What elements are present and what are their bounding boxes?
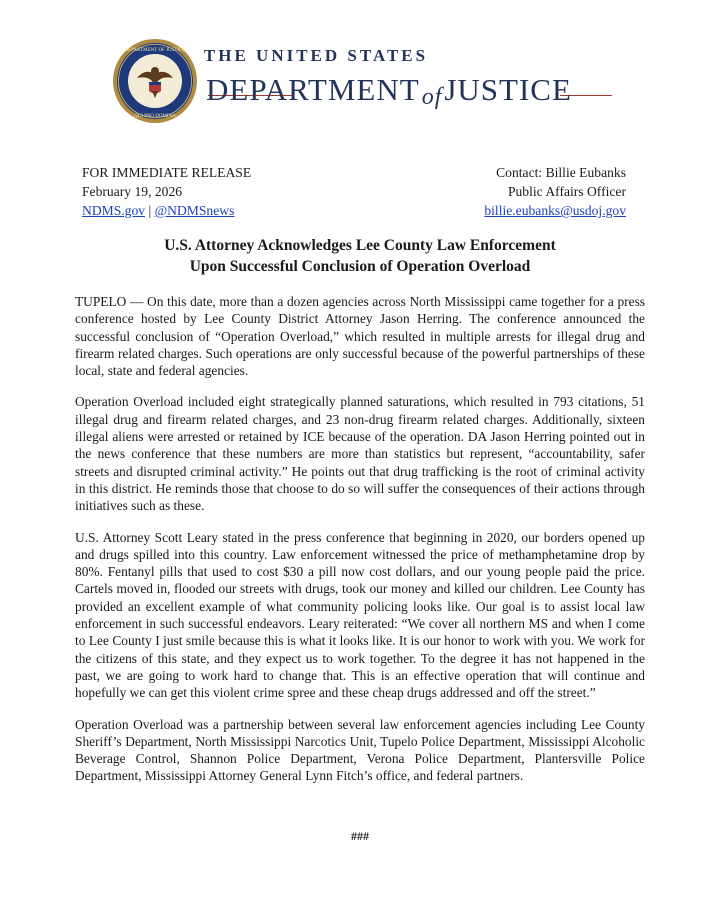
letterhead-line1: THE UNITED STATES (203, 46, 429, 65)
release-date: February 19, 2026 (82, 184, 183, 199)
letterhead-department: DEPARTMENT (206, 72, 420, 107)
contact-email-link[interactable]: billie.eubanks@usdoj.gov (484, 203, 626, 218)
release-label: FOR IMMEDIATE RELEASE (82, 165, 252, 180)
letterhead-of: of (421, 84, 443, 110)
release-links (82, 201, 251, 220)
contact-name: Contact: Billie Eubanks (496, 165, 626, 180)
contact-info (484, 163, 626, 220)
paragraph-results: Operation Overload included eight strategically planned saturations, which resulted in 793 citations, 51 illegal drug and firearm related charges, and 23 non-drug firearm related charges. Additionally, sixteen illegal aliens were arrested or retained by ICE because of the operation. DA Jason Herring pointed out in the news conference that these numbers are more than statistics but represent, “accountability, safer streets and disrupted criminal activity.” He points out that drug trafficking is the root of criminal activity in this district. He reminds those that choose to do so will suffer the consequences of their actions through initiatives such as these. (75, 394, 645, 514)
letterhead-line2 (206, 72, 572, 108)
paragraph-us-attorney: U.S. Attorney Scott Leary stated in the press conference that beginning in 2020, our borders opened up and drugs spilled into this country. Law enforcement witnessed the price of methamphetamine drop by 80%. Fentanyl pills that used to cost $30 a pill now cost dollars, and our young people paid the price. Cartels moved in, flooded our streets with drugs, took our money and killed our children. Lee County has provided an excellent example of what community policing looks like. Our goal is to assist local law enforcement in such successful endeavors. Leary reiterated: “We cover all northern MS and when I come to Lee County I just smile because this is what it looks like. It is our honor to work with you. We work for the citizens of this state, and they expect us to work together. To the degree it has not happened in the past, we are going to work hard to change that. This is an effective operation that will continue and hopefully we can get this violent crime spree and these cheap drugs addressed and off the street.” (75, 529, 645, 701)
headline-line1: U.S. Attorney Acknowledges Lee County Law Enforcement (164, 237, 556, 254)
release-info (82, 163, 251, 220)
letterhead-justice: JUSTICE (444, 72, 572, 107)
svg-text:QUI PRO DOMINA: QUI PRO DOMINA (134, 114, 176, 119)
svg-text:DEPARTMENT OF JUSTICE: DEPARTMENT OF JUSTICE (124, 48, 186, 53)
paragraph-partners: Operation Overload was a partnership between several law enforcement agencies including Lee County Sheriff’s Department, North Mississippi Narcotics Unit, Tupelo Police Department, Mississippi Alcoholic Beverage Control, Shannon Police Department, Verona Police Department, Plantersville Police Department, Mississippi Attorney General Lynn Fitch’s office, and federal partners. (75, 716, 645, 784)
paragraph-intro: TUPELO — On this date, more than a dozen agencies across North Mississippi came together for a press conference hosted by Lee County District Attorney Jason Herring. The conference announced the successful conclusion of “Operation Overload,” which resulted in multiple arrests for illegal drug and firearm related charges. Such operations are only successful because of the powerful partnerships of these local, state and federal agencies. (75, 294, 645, 379)
end-mark: ### (351, 829, 369, 843)
press-release-body (75, 293, 645, 799)
headline-line2: Upon Successful Conclusion of Operation Overload (189, 258, 531, 275)
contact-title: Public Affairs Officer (507, 184, 626, 199)
link-separator: | (148, 203, 152, 218)
headline (60, 235, 660, 277)
social-link[interactable]: @NDMSnews (154, 203, 235, 218)
site-link[interactable]: NDMS.gov (82, 203, 146, 218)
